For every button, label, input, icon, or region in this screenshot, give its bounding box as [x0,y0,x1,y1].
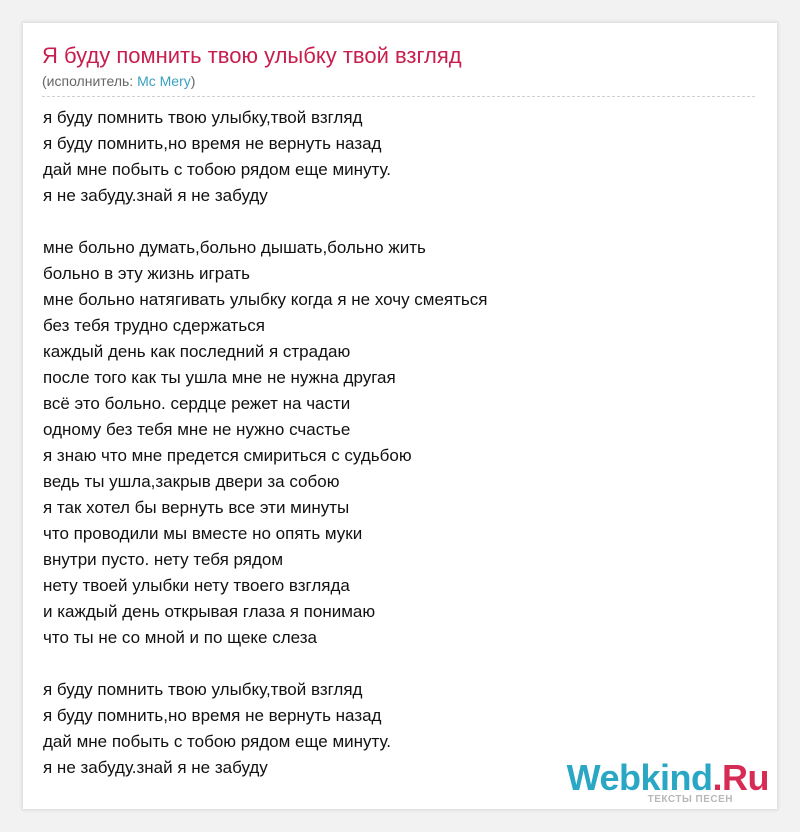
lyric-line: больно в эту жизнь играть [43,264,250,283]
webkind-logo[interactable] [566,757,769,805]
lyric-line: мне больно думать,больно дышать,больно жить [43,238,426,257]
lyric-line: после того как ты ушла мне не нужна другая [43,368,396,387]
lyric-line: нету твоей улыбки нету твоего взгляда [43,576,350,595]
lyrics-body [43,105,753,807]
lyric-line: дай мне побыть с тобою рядом еще минуту. [43,160,392,179]
lyric-line: дай мне побыть с тобою рядом еще минуту. [43,732,392,751]
lyrics-stanza [43,105,753,209]
lyric-line: что проводили мы вместе но опять муки [43,524,363,543]
lyric-line: без тебя трудно сдержаться [43,316,265,335]
lyric-line: я буду помнить твою улыбку,твой взгляд [43,108,363,127]
lyric-line: каждый день как последний я страдаю [43,342,351,361]
lyric-line: я знаю что мне предется смириться с судьбою [43,446,412,465]
lyrics-stanza [43,235,753,651]
lyric-line: я буду помнить,но время не вернуть назад [43,134,382,153]
lyric-line: я не забуду.знай я не забуду [43,758,268,777]
artist-line [42,73,195,89]
lyric-line: всё это больно. сердце режет на части [43,394,351,413]
logo-tagline: ТЕКСТЫ ПЕСЕН [647,794,733,805]
lyric-line: одному без тебя мне не нужно счастье [43,420,351,439]
lyric-line: мне больно натягивать улыбку когда я не хочу смеяться [43,290,488,309]
lyric-line: что ты не со мной и по щеке слеза [43,628,317,647]
lyric-line: ведь ты ушла,закрыв двери за собою [43,472,340,491]
artist-link[interactable]: Mc Mery [137,73,191,89]
artist-prefix: (исполнитель: [42,73,138,89]
lyric-line: внутри пусто. нету тебя рядом [43,550,284,569]
lyrics-card [22,22,778,810]
song-title: Я буду помнить твою улыбку твой взгляд [42,43,462,68]
lyric-line: я буду помнить твою улыбку,твой взгляд [43,680,363,699]
lyric-line: я не забуду.знай я не забуду [43,186,268,205]
header-divider [42,96,755,97]
lyric-line: я буду помнить,но время не вернуть назад [43,706,382,725]
lyric-line: я так хотел бы вернуть все эти минуты [43,498,350,517]
logo-brand: Webkind [566,757,713,798]
logo-wordmark [566,757,769,798]
logo-tld: .Ru [712,757,769,798]
artist-suffix: ) [190,73,196,89]
lyric-line: и каждый день открывая глаза я понимаю [43,602,376,621]
